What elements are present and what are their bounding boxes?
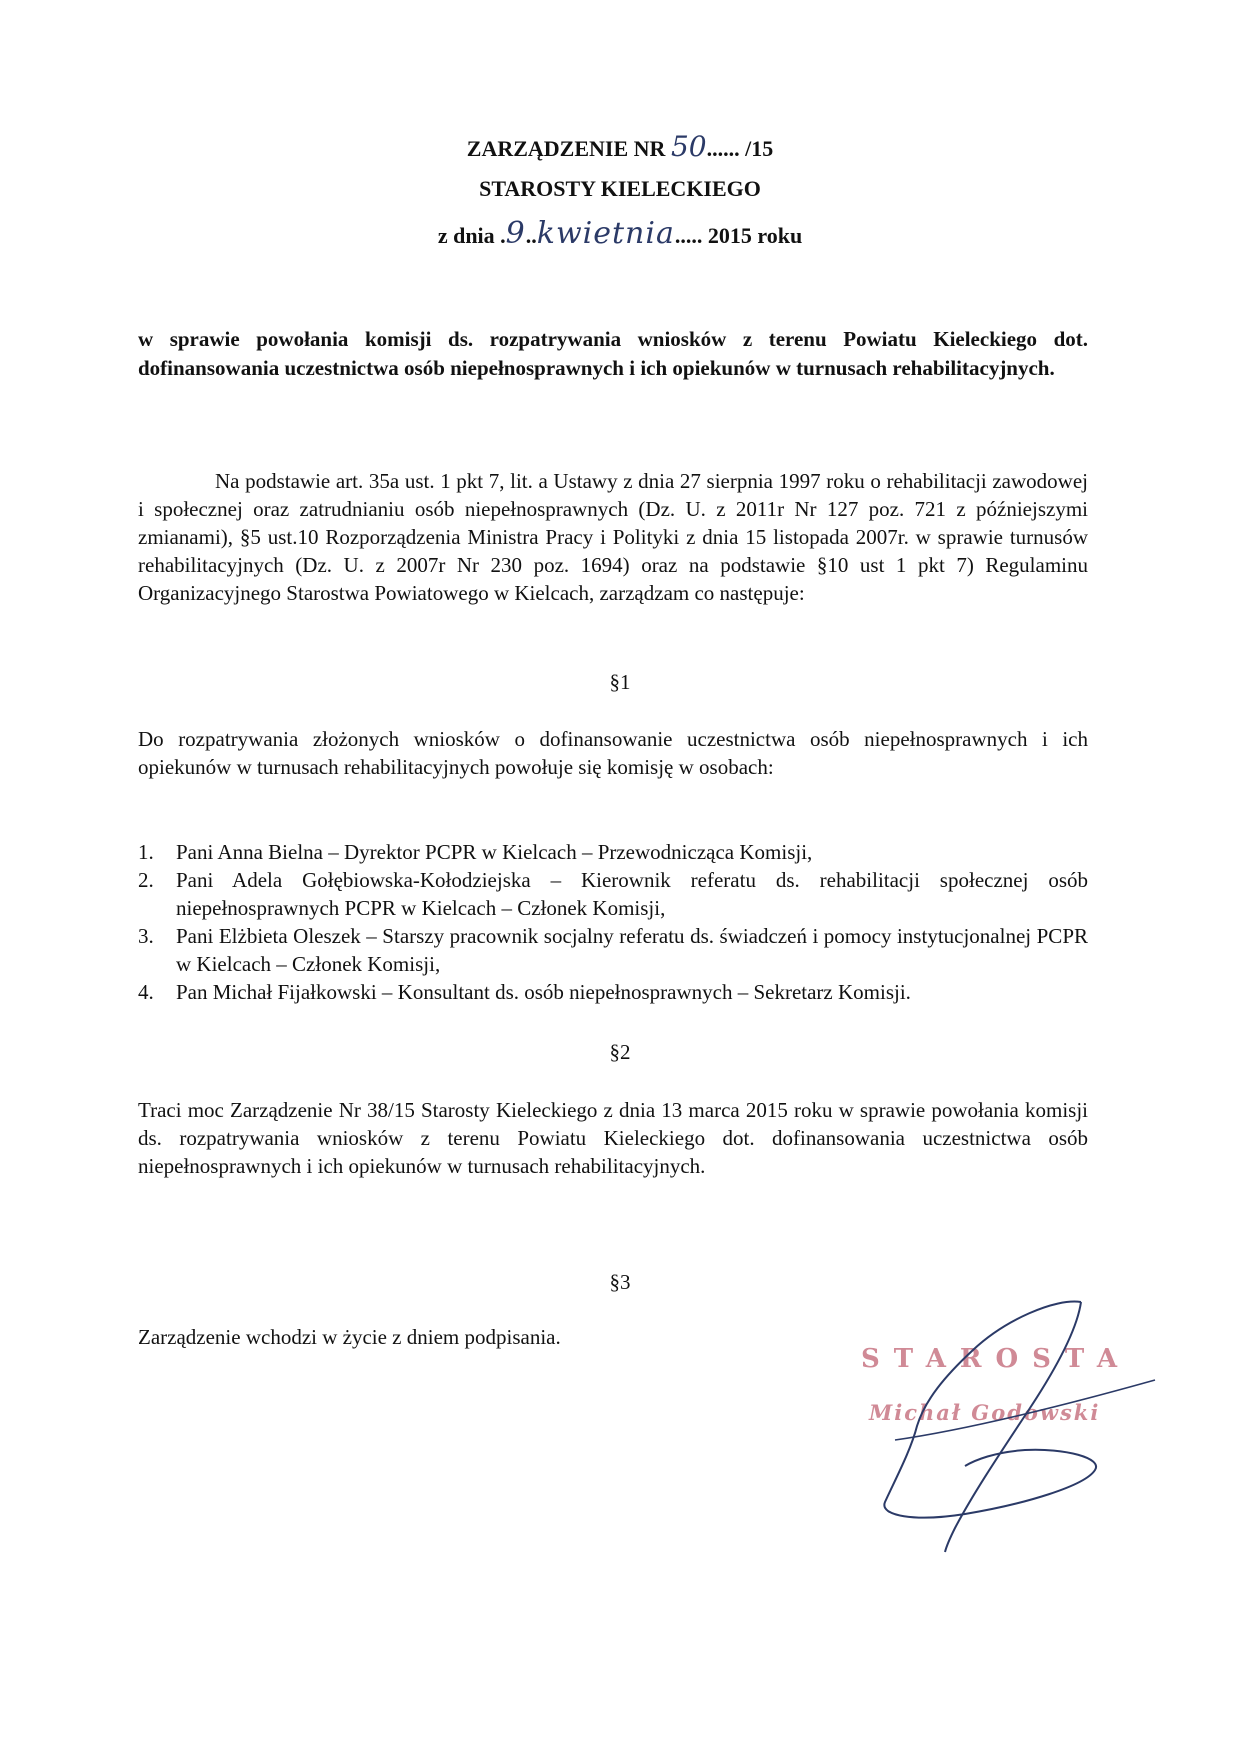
list-item-text: Pani Anna Bielna – Dyrektor PCPR w Kielcach – Przewodnicząca Komisji, (176, 840, 813, 864)
committee-members-list (138, 838, 1088, 1006)
date-month-handwritten: kwietnia (536, 216, 675, 251)
list-item-text: Pani Elżbieta Oleszek – Starszy pracownik socjalny referatu ds. świadczeń i pomocy instytucjonalnej PCPR w Kielcach – Członek Komisji, (176, 924, 1088, 976)
list-item-number: 3. (138, 924, 154, 948)
date-prefix: z dnia . (437, 223, 506, 248)
list-item (138, 866, 1088, 922)
section-2-heading: §2 (609, 1040, 631, 1064)
stamp-title: STAROSTA (861, 1344, 1132, 1374)
list-item-number: 1. (138, 840, 154, 864)
date-suffix: ..... 2015 roku (674, 223, 803, 248)
legal-basis: Na podstawie art. 35a ust. 1 pkt 7, lit. a Ustawy z dnia 27 sierpnia 1997 roku o rehabilitacji zawodowej i społecznej oraz zatrudnianiu osób niepełnosprawnych (Dz. U. z 2011r Nr 127 poz. 721 z późniejszymi zmianami), §5 ust.10 Rozporządzenia Ministra Pracy i Polityki z dnia 15 listopada 2007r. w sprawie turnusów rehabilitacyjnych (Dz. U. z 2007r Nr 230 poz. 1694) oraz na podstawie §10 ust 1 pkt 7) Regulaminu Organizacyjnego Starostwa Powiatowego w Kielcach, zarządzam co następuje: (138, 469, 1088, 605)
order-title (0, 130, 1240, 163)
list-item-text: Pan Michał Fijałkowski – Konsultant ds. osób niepełnosprawnych – Sekretarz Komisji. (176, 980, 911, 1004)
list-item-number: 2. (138, 868, 154, 892)
order-subject: w sprawie powołania komisji ds. rozpatrywania wniosków z terenu Powiatu Kieleckiego dot. dofinansowania uczestnictwa osób niepełnosprawnych i ich opiekunów w turnusach rehabilitacyjnych. (138, 327, 1088, 380)
list-item (138, 838, 1088, 866)
section-2-text: Traci moc Zarządzenie Nr 38/15 Starosty Kieleckiego z dnia 13 marca 2015 roku w sprawie powołania komisji ds. rozpatrywania wniosków z terenu Powiatu Kieleckiego dot. dofinansowania uczestnictwa osób niepełnosprawnych i ich opiekunów w turnusach rehabilitacyjnych. (138, 1098, 1088, 1178)
list-item (138, 922, 1088, 978)
order-number-handwritten: 50 (670, 130, 707, 163)
stamp-name: Michał Godowski (869, 1400, 1101, 1425)
section-3-text: Zarządzenie wchodzi w życie z dniem podpisania. (138, 1325, 561, 1349)
order-date (0, 216, 1240, 251)
section-1-heading: §1 (609, 670, 631, 694)
order-number-suffix: ...... /15 (706, 136, 774, 161)
order-title-prefix: ZARZĄDZENIE NR (466, 136, 666, 161)
section-1-text: Do rozpatrywania złożonych wniosków o dofinansowanie uczestnictwa osób niepełnosprawnych i ich opiekunów w turnusach rehabilitacyjnych powołuje się komisję w osobach: (138, 727, 1088, 779)
list-item-text: Pani Adela Gołębiowska-Kołodziejska – Kierownik referatu ds. rehabilitacji społecznej osób niepełnosprawnych PCPR w Kielcach – Członek Komisji, (176, 868, 1088, 920)
handwritten-signature-icon (855, 1290, 1175, 1590)
date-mid-dots: .. (525, 223, 537, 248)
issuer: STAROSTY KIELECKIEGO (479, 176, 761, 201)
list-item-number: 4. (138, 980, 154, 1004)
list-item (138, 978, 1088, 1006)
section-3-heading: §3 (609, 1270, 631, 1294)
starosta-stamp (855, 1290, 1175, 1590)
date-day-handwritten: 9 (505, 216, 526, 251)
